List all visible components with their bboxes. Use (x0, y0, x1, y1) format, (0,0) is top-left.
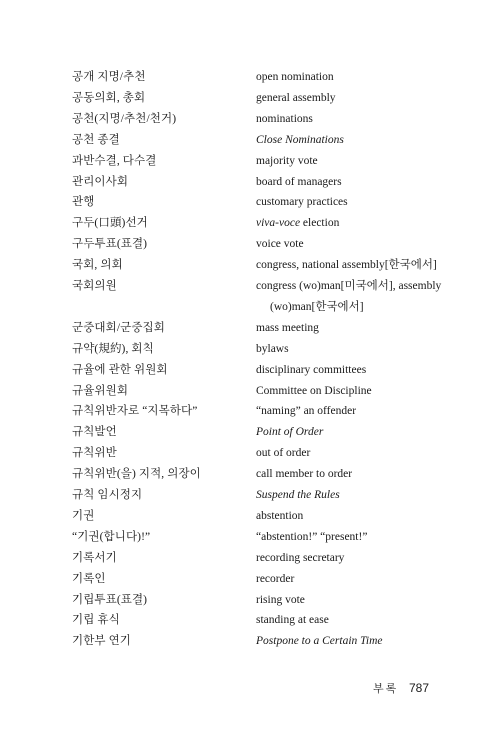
english-term-continuation: (wo)man[한국에서] (270, 300, 364, 313)
korean-term: 공천(지명/추천/천거) (72, 112, 177, 125)
glossary-entry (0, 172, 500, 193)
korean-term: 공개 지명/추천 (72, 71, 146, 83)
glossary-entry (0, 109, 500, 130)
english-term: “naming” an offender (256, 405, 357, 418)
korean-term: 구두(口頭)선거 (72, 217, 148, 230)
glossary-entry (0, 401, 500, 422)
glossary-entry (0, 569, 500, 590)
english-term: customary practices (256, 196, 348, 209)
english-term: abstention (256, 509, 304, 522)
english-term: Suspend the Rules (256, 489, 340, 501)
english-term: mass meeting (256, 321, 319, 334)
english-term-italic-part: viva-voce (256, 217, 301, 230)
glossary-entry (0, 192, 500, 213)
english-term: voice vote (256, 238, 304, 251)
glossary-entry (0, 213, 500, 234)
korean-term: 규칙위반자로 “지목하다” (72, 405, 198, 418)
glossary-entry (0, 590, 500, 611)
english-term: recording secretary (256, 551, 345, 564)
english-term: out of order (256, 447, 311, 460)
english-term: call member to order (256, 468, 353, 481)
english-term: rising vote (256, 593, 305, 606)
english-term: Committee on Discipline (256, 384, 372, 397)
glossary-entry (0, 339, 500, 360)
english-term: recorder (256, 572, 295, 585)
english-term: bylaws (256, 342, 289, 355)
glossary-entry (0, 527, 500, 548)
korean-term: 공동의회, 총회 (72, 91, 146, 104)
glossary-entry (0, 506, 500, 527)
korean-term: 기록인 (72, 572, 106, 585)
glossary-entry (0, 485, 500, 506)
korean-term: 규칙위반 (72, 447, 117, 460)
korean-term: 국회, 의회 (72, 259, 123, 272)
glossary-entry (0, 318, 500, 339)
english-term: general assembly (256, 91, 336, 104)
korean-term: 국회의원 (72, 280, 117, 292)
glossary-entry (0, 130, 500, 151)
english-term: congress, national assembly[한국에서] (256, 259, 437, 272)
korean-term: 구두투표(표결) (72, 238, 148, 251)
korean-term: 기록서기 (72, 551, 117, 564)
english-term: nominations (256, 112, 313, 125)
glossary-entry (0, 443, 500, 464)
glossary-entry (0, 548, 500, 569)
korean-term: 공천 종결 (72, 133, 120, 146)
english-term-rest: election (300, 217, 340, 230)
korean-term: 규율에 관한 위원회 (72, 363, 168, 376)
korean-term: 기립 휴식 (72, 614, 120, 627)
english-term (256, 213, 339, 234)
english-term: standing at ease (256, 614, 329, 627)
korean-term: 규율위원회 (72, 384, 129, 397)
english-term: Close Nominations (256, 133, 344, 146)
page-footer (373, 680, 429, 696)
korean-term: 규칙위반(을) 지적, 의장이 (72, 468, 201, 481)
glossary-entry (0, 88, 500, 109)
english-term: majority vote (256, 154, 318, 167)
korean-term: 관리이사회 (72, 175, 129, 188)
glossary-entry (0, 631, 500, 652)
english-term: open nomination (256, 71, 334, 83)
english-term: Point of Order (256, 426, 324, 439)
english-term: board of managers (256, 175, 342, 188)
footer-section-label: 부록 (372, 683, 399, 695)
english-term: Postpone to a Certain Time (256, 635, 383, 648)
glossary-entry (0, 255, 500, 276)
glossary-entry (0, 234, 500, 255)
korean-term: 기립투표(표결) (72, 593, 148, 606)
glossary-entry (0, 151, 500, 172)
english-term: “abstention!” “present!” (256, 530, 368, 543)
glossary-entry (0, 464, 500, 485)
english-term: disciplinary committees (256, 363, 367, 376)
glossary-entry-continuation (0, 297, 500, 318)
korean-term: 관행 (72, 196, 95, 209)
korean-term: 기권 (72, 509, 95, 522)
glossary-entry (0, 67, 500, 88)
korean-term: 규칙 임시정지 (72, 489, 143, 501)
english-term: congress (wo)man[미국에서], assembly (256, 280, 442, 292)
glossary-entry (0, 360, 500, 381)
glossary-entry (0, 422, 500, 443)
korean-term: “기권(합니다)!” (72, 530, 151, 543)
korean-term: 규칙발언 (72, 426, 117, 439)
glossary-entry (0, 381, 500, 402)
korean-term: 과반수결, 다수결 (72, 154, 157, 167)
korean-term: 규약(規約), 회칙 (72, 342, 154, 355)
page-number: 787 (408, 681, 429, 695)
glossary-entry (0, 610, 500, 631)
korean-term: 군중대회/군중집회 (72, 321, 165, 334)
korean-term: 기한부 연기 (72, 635, 132, 648)
glossary-entry (0, 276, 500, 297)
